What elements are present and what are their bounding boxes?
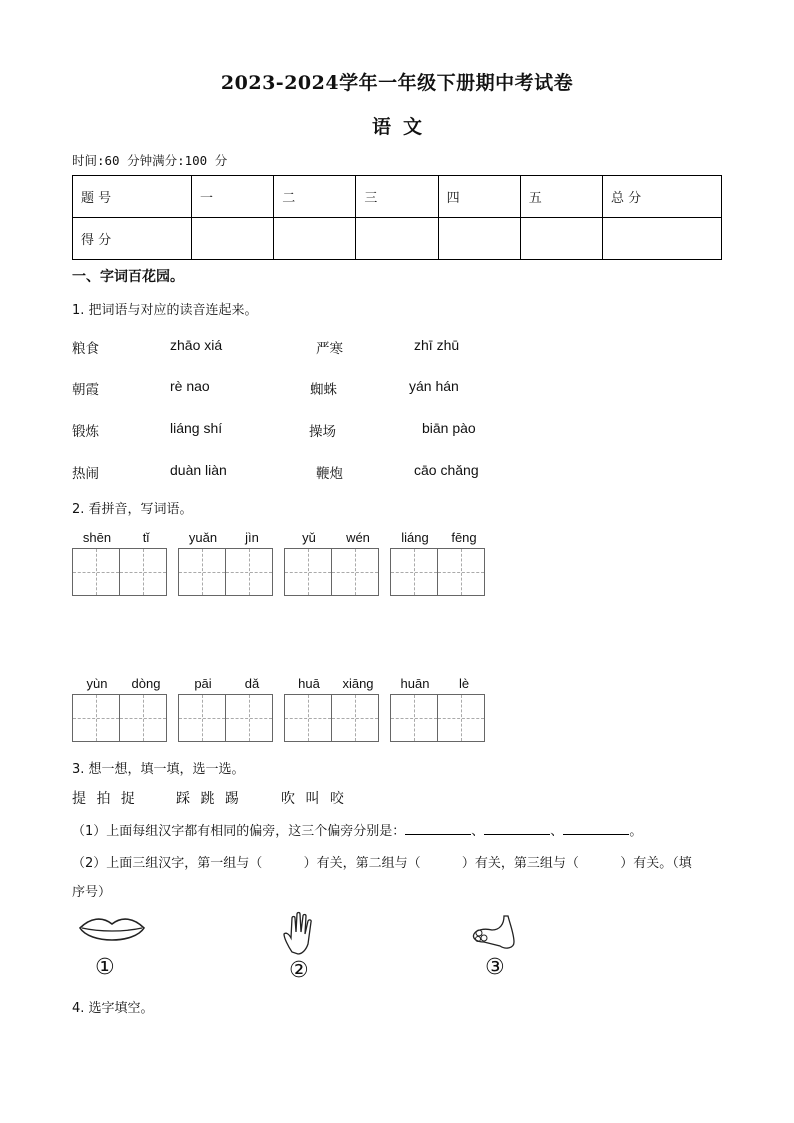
option-label: ③ bbox=[485, 955, 505, 980]
question-3-sub2-line1: （2）上面三组汉字，第一组与（ ）有关，第二组与（ ）有关，第三组与（ ）有关。（填 bbox=[72, 856, 692, 871]
pinyin-label: pāi bbox=[194, 676, 212, 691]
score-table bbox=[72, 175, 722, 260]
table-cell: 三 bbox=[356, 176, 438, 218]
option-label: ① bbox=[95, 955, 115, 980]
pinyin-label: jìn bbox=[245, 530, 259, 545]
writing-grid[interactable] bbox=[390, 694, 484, 742]
pinyin-item: rè nao bbox=[170, 378, 210, 394]
section-title: 一、字词百花园。 bbox=[72, 269, 184, 285]
table-cell: 一 bbox=[192, 176, 274, 218]
score-input-cell[interactable] bbox=[192, 218, 274, 260]
char-group-2: 踩 跳 踢 bbox=[176, 791, 242, 807]
pinyin-item: zhī zhū bbox=[414, 337, 460, 353]
score-input-cell[interactable] bbox=[438, 218, 520, 260]
score-table-header-row bbox=[73, 176, 722, 218]
score-input-cell[interactable] bbox=[274, 218, 356, 260]
pinyin-item: liáng shí bbox=[170, 420, 223, 436]
score-input-cell[interactable] bbox=[356, 218, 438, 260]
pinyin-item: duàn liàn bbox=[170, 462, 227, 478]
word-item: 操场 bbox=[309, 424, 336, 440]
question-3-sub1 bbox=[72, 820, 642, 839]
pinyin-label: huā bbox=[298, 676, 320, 691]
pinyin-label: dòng bbox=[131, 676, 161, 691]
question-3-prompt: 3. 想一想，填一填，选一选。 bbox=[72, 762, 245, 777]
writing-grid[interactable] bbox=[72, 694, 166, 742]
writing-grid[interactable] bbox=[178, 694, 272, 742]
subject-char-1: 语 bbox=[371, 116, 391, 138]
writing-grid[interactable] bbox=[72, 548, 166, 596]
exam-title: 2023-2024学年一年级下册期中考试卷 bbox=[220, 72, 574, 94]
table-cell: 总 分 bbox=[603, 176, 722, 218]
subject-title bbox=[0, 112, 794, 139]
pinyin-item: biān pào bbox=[422, 420, 476, 436]
writing-grid[interactable] bbox=[390, 548, 484, 596]
separator: 、 bbox=[550, 824, 564, 839]
pinyin-label: tǐ bbox=[142, 530, 150, 545]
word-item: 粮食 bbox=[72, 341, 99, 357]
question-2-prompt: 2. 看拼音，写词语。 bbox=[72, 502, 193, 517]
foot-icon bbox=[470, 912, 520, 954]
table-cell: 得 分 bbox=[73, 218, 192, 260]
end-mark: 。 bbox=[629, 824, 643, 839]
table-cell: 题 号 bbox=[73, 176, 192, 218]
pinyin-label: wén bbox=[346, 530, 370, 545]
word-item: 蜘蛛 bbox=[310, 382, 337, 398]
word-item: 鞭炮 bbox=[316, 466, 343, 482]
word-item: 朝霞 bbox=[72, 382, 99, 398]
pinyin-item: cāo chǎng bbox=[414, 462, 479, 478]
pinyin-label: shēn bbox=[82, 530, 112, 545]
subject-char-2: 文 bbox=[403, 116, 423, 138]
pinyin-label: liáng bbox=[401, 530, 429, 545]
question-1-prompt: 1. 把词语与对应的读音连起来。 bbox=[72, 303, 258, 318]
writing-grid[interactable] bbox=[284, 694, 378, 742]
sub1-text: （1）上面每组汉字都有相同的偏旁，这三个偏旁分别是： bbox=[72, 824, 406, 839]
answer-blank[interactable] bbox=[563, 822, 629, 835]
pinyin-label: yùn bbox=[86, 676, 108, 691]
pinyin-label: xiāng bbox=[342, 676, 374, 691]
pinyin-label: huān bbox=[400, 676, 430, 691]
pinyin-label: fēng bbox=[451, 530, 477, 545]
option-label: ② bbox=[289, 958, 309, 983]
question-3-sub2-line2: 序号） bbox=[72, 885, 112, 900]
score-input-cell[interactable] bbox=[603, 218, 722, 260]
pinyin-label: dǎ bbox=[244, 676, 260, 691]
char-group-1: 提 拍 捉 bbox=[72, 791, 138, 807]
table-cell: 二 bbox=[274, 176, 356, 218]
char-group-3: 吹 叫 咬 bbox=[281, 791, 347, 807]
writing-grid[interactable] bbox=[284, 548, 378, 596]
pinyin-item: yán hán bbox=[409, 378, 459, 394]
writing-grid[interactable] bbox=[178, 548, 272, 596]
word-item: 热闹 bbox=[72, 466, 99, 482]
answer-blank[interactable] bbox=[484, 822, 550, 835]
pinyin-label: yuǎn bbox=[188, 530, 218, 545]
question-4-prompt: 4. 选字填空。 bbox=[72, 1001, 154, 1016]
table-cell: 五 bbox=[520, 176, 602, 218]
word-item: 锻炼 bbox=[72, 424, 99, 440]
lips-icon bbox=[76, 912, 148, 952]
exam-meta: 时间:60 分钟满分:100 分 bbox=[72, 153, 228, 168]
pinyin-label: lè bbox=[458, 676, 470, 691]
score-input-cell[interactable] bbox=[520, 218, 602, 260]
score-table-score-row bbox=[73, 218, 722, 260]
table-cell: 四 bbox=[438, 176, 520, 218]
pinyin-label: yǔ bbox=[302, 530, 316, 545]
pinyin-item: zhāo xiá bbox=[170, 337, 223, 353]
separator: 、 bbox=[471, 824, 485, 839]
word-item: 严寒 bbox=[316, 341, 343, 357]
hand-icon bbox=[280, 908, 322, 956]
answer-blank[interactable] bbox=[405, 822, 471, 835]
